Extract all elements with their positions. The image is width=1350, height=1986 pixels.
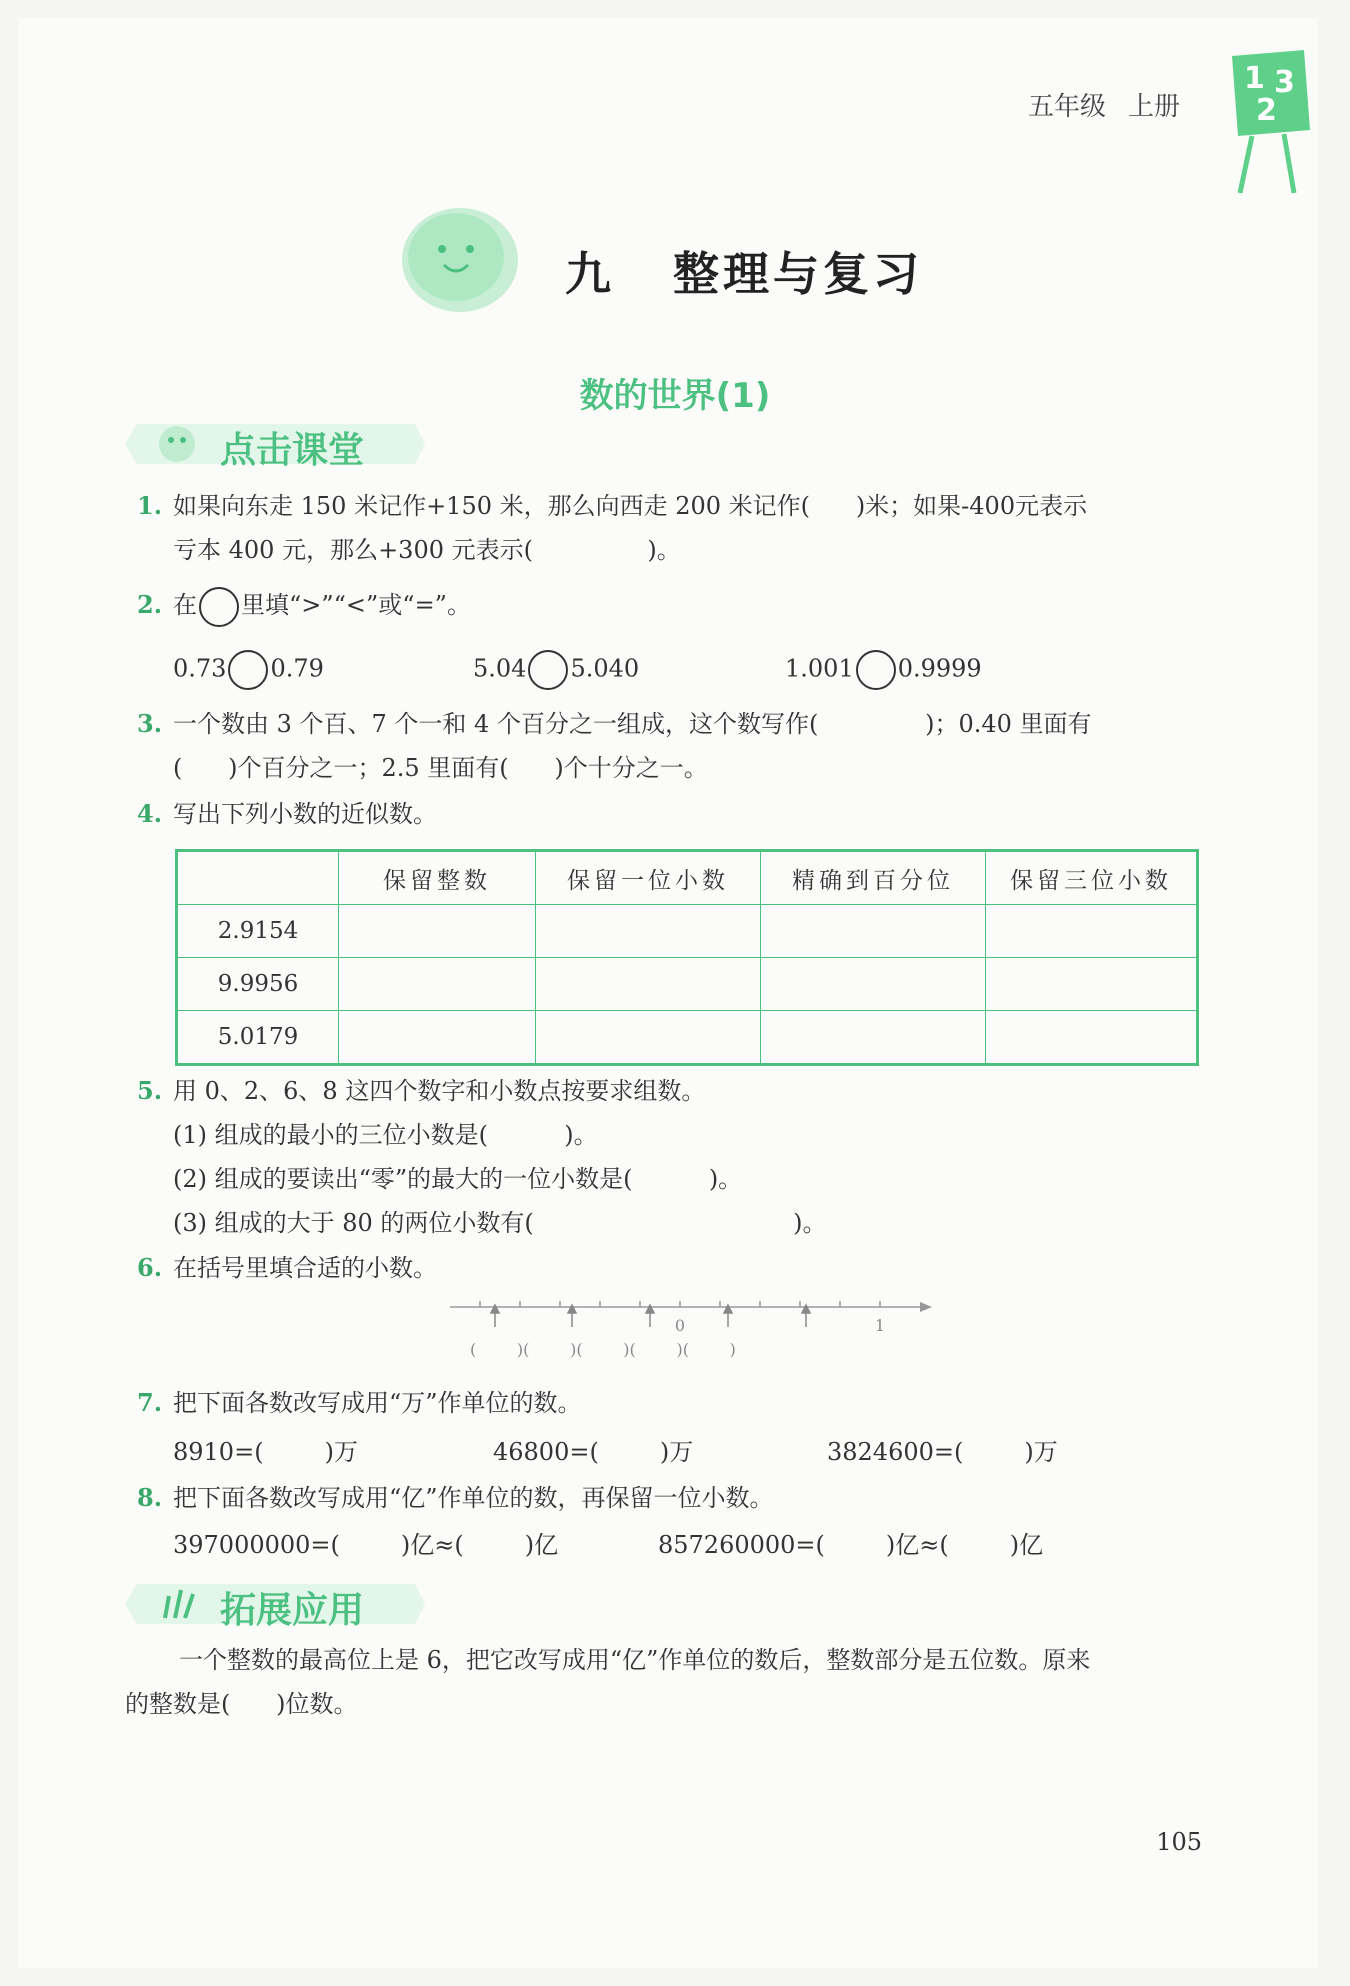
badge-digit-1: 1 — [1244, 61, 1265, 96]
question-2-text-a: 在 — [173, 591, 197, 619]
extension-line1: 一个整数的最高位上是 6，把它改写成用“亿”作单位的数后，整数部分是五位数。原来 — [179, 1646, 1091, 1674]
grade-label — [1006, 86, 1180, 123]
answer-cell[interactable] — [536, 1011, 761, 1065]
table-header-cell: 保留三位小数 — [986, 851, 1198, 905]
compare-circle-blank[interactable] — [528, 650, 568, 690]
chapter-name: 整理与复习 — [673, 247, 923, 301]
answer-cell[interactable] — [986, 1011, 1198, 1065]
question-6-number: 6. — [137, 1253, 163, 1282]
table-row-label: 9.9956 — [177, 958, 339, 1011]
page-number: 105 — [1156, 1828, 1202, 1856]
table-row-label: 2.9154 — [177, 905, 339, 958]
question-5-text: 用 0、2、6、8 这四个数字和小数点按要求组数。 — [173, 1077, 706, 1105]
volume-text: 上册 — [1127, 92, 1180, 122]
badge-digit-3: 2 — [1256, 93, 1277, 128]
number-line — [440, 1295, 940, 1365]
table-header-cell: 保留一位小数 — [536, 851, 761, 905]
question-3-line2: ( )个百分之一；2.5 里面有( )个十分之一。 — [173, 754, 708, 782]
section-classroom — [125, 418, 425, 470]
answer-cell[interactable] — [761, 1011, 986, 1065]
compare-right: 5.040 — [570, 654, 640, 683]
answer-cell[interactable] — [339, 958, 536, 1011]
question-8-item-2: 857260000=( )亿≈( )亿 — [658, 1531, 1044, 1559]
table-row — [177, 958, 1198, 1011]
table-header-cell — [177, 851, 339, 905]
table-row-label: 5.0179 — [177, 1011, 339, 1065]
table-header-cell: 保留整数 — [339, 851, 536, 905]
compare-item — [473, 650, 639, 690]
question-6-text: 在括号里填合适的小数。 — [173, 1254, 437, 1282]
answer-cell[interactable] — [339, 905, 536, 958]
compare-right: 0.9999 — [897, 654, 982, 683]
compare-right: 0.79 — [270, 654, 324, 683]
chapter-title — [565, 238, 923, 304]
answer-cell[interactable] — [536, 958, 761, 1011]
answer-cell[interactable] — [339, 1011, 536, 1065]
extension-question — [125, 1638, 1090, 1726]
table-header-row — [177, 851, 1198, 905]
question-5 — [137, 1069, 827, 1245]
compare-left: 1.001 — [785, 654, 854, 683]
question-2 — [137, 583, 471, 627]
question-1-line2: 亏本 400 元，那么+300 元表示( )。 — [173, 536, 681, 564]
answer-cell[interactable] — [536, 905, 761, 958]
question-7-text: 把下面各数改写成用“万”作单位的数。 — [173, 1389, 582, 1417]
question-1 — [137, 484, 1087, 572]
question-8-text: 把下面各数改写成用“亿”作单位的数，再保留一位小数。 — [173, 1484, 774, 1512]
badge-digit-2: 3 — [1274, 65, 1295, 100]
section-extension — [125, 1578, 425, 1630]
question-7-item-3: 3824600=( )万 — [827, 1438, 1058, 1466]
compare-circle — [199, 587, 239, 627]
question-5-sub-2: (2) 组成的要读出“零”的最大的一位小数是( )。 — [173, 1165, 743, 1193]
number-line-blanks: ( )( )( )( )( ) — [470, 1340, 736, 1359]
section-classroom-title: 点击课堂 — [220, 430, 365, 471]
question-8-number: 8. — [137, 1483, 163, 1512]
table-header-cell: 精确到百分位 — [761, 851, 986, 905]
question-4-number: 4. — [137, 799, 163, 828]
question-3 — [137, 702, 1092, 790]
question-8 — [137, 1476, 774, 1520]
number-line-label-0: 0 — [674, 1316, 686, 1335]
lesson-title: 数的世界(1) — [579, 376, 771, 416]
question-6 — [137, 1246, 437, 1290]
answer-cell[interactable] — [761, 905, 986, 958]
section-extension-title: 拓展应用 — [220, 1590, 365, 1631]
compare-item — [173, 650, 324, 690]
extension-line2: 的整数是( )位数。 — [125, 1690, 358, 1718]
question-4 — [137, 792, 437, 836]
answer-cell[interactable] — [761, 958, 986, 1011]
question-5-number: 5. — [137, 1076, 163, 1105]
compare-circle-blank[interactable] — [856, 650, 896, 690]
compare-item — [785, 650, 982, 690]
question-1-line1: 如果向东走 150 米记作+150 米，那么向西走 200 米记作( )米；如果-400元表示 — [173, 492, 1088, 520]
sun-face-icon — [400, 205, 520, 315]
question-3-number: 3. — [137, 709, 163, 738]
blackboard-badge-icon — [1222, 48, 1312, 198]
question-7-item-1: 8910=( )万 — [173, 1438, 358, 1466]
question-2-text-b: 里填“>”“<”或“=”。 — [241, 591, 471, 619]
answer-cell[interactable] — [986, 905, 1198, 958]
table-row — [177, 905, 1198, 958]
answer-cell[interactable] — [986, 958, 1198, 1011]
question-8-item-1: 397000000=( )亿≈( )亿 — [173, 1531, 559, 1559]
question-5-sub-3: (3) 组成的大于 80 的两位小数有( )。 — [173, 1209, 827, 1237]
number-line-label-1: 1 — [874, 1316, 886, 1335]
question-1-number: 1. — [137, 491, 163, 520]
question-4-text: 写出下列小数的近似数。 — [173, 800, 437, 828]
compare-circle-blank[interactable] — [228, 650, 268, 690]
question-7-item-2: 46800=( )万 — [493, 1438, 694, 1466]
compare-left: 5.04 — [473, 654, 527, 683]
chapter-number: 九 — [565, 247, 615, 301]
question-2-number: 2. — [137, 590, 163, 619]
question-7-number: 7. — [137, 1388, 163, 1417]
question-3-line1: 一个数由 3 个百、7 个一和 4 个百分之一组成，这个数写作( )；0.40 里面有 — [173, 710, 1092, 738]
table-row — [177, 1011, 1198, 1065]
approximation-table — [175, 849, 1199, 1066]
grade-text: 五年级 — [1027, 92, 1106, 122]
question-5-sub-1: (1) 组成的最小的三位小数是( )。 — [173, 1121, 598, 1149]
compare-left: 0.73 — [173, 654, 227, 683]
question-7 — [137, 1381, 582, 1425]
